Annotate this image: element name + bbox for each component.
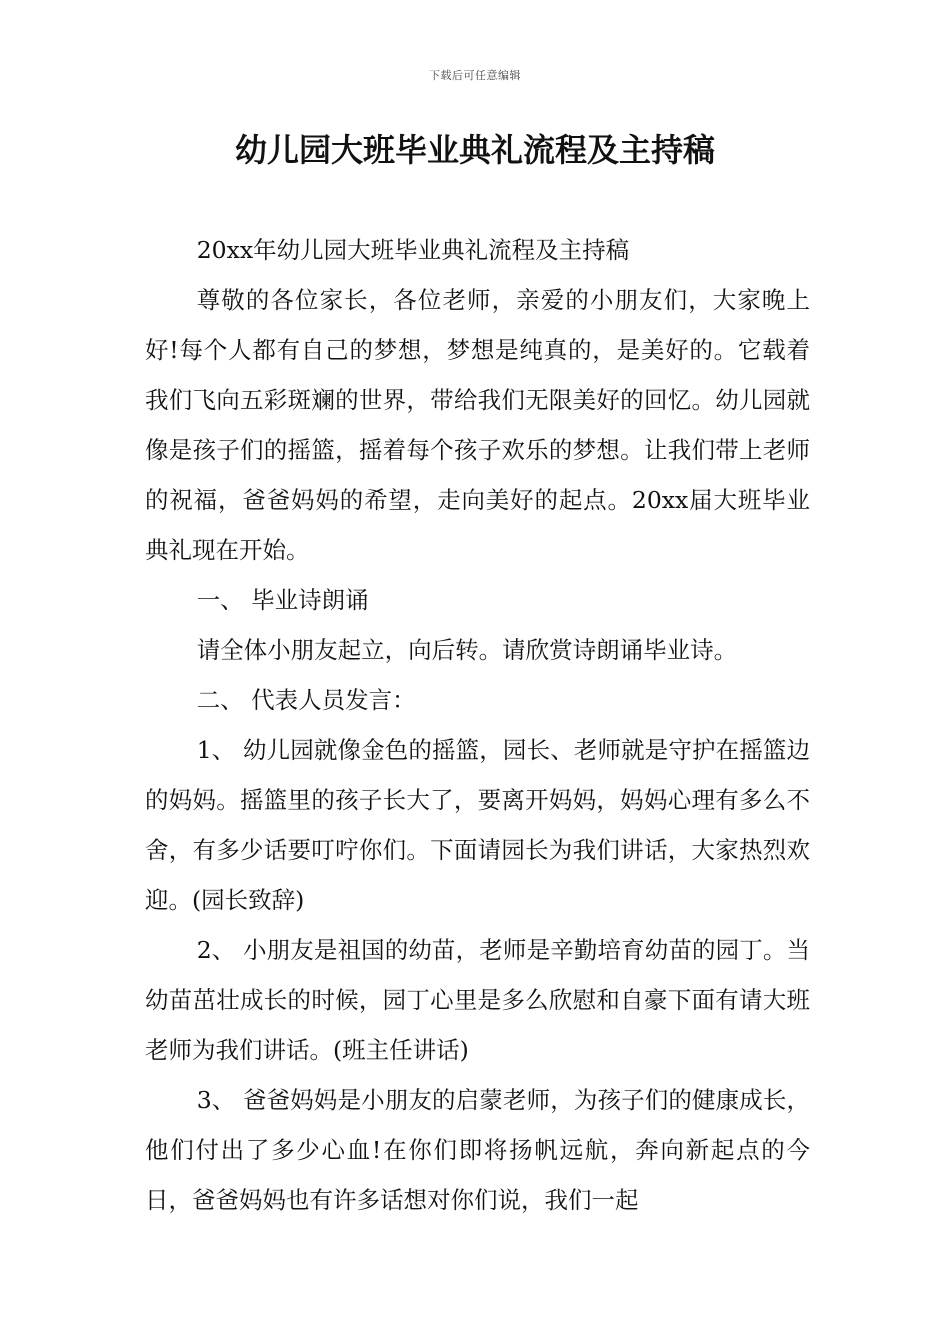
header-note: 下载后可任意编辑 <box>429 69 521 82</box>
document-body <box>145 225 810 1225</box>
section-heading-2: 二、 代表人员发言： <box>196 686 416 714</box>
paragraph-item-2: 2、 小朋友是祖国的幼苗，老师是辛勤培育幼苗的园丁。当幼苗茁壮成长的时候，园丁心里是多么欣慰和自豪下面有请大班老师为我们讲话。(班主任讲话) <box>145 936 810 1064</box>
paragraph-poem-intro: 请全体小朋友起立，向后转。请欣赏诗朗诵毕业诗。 <box>196 636 738 664</box>
document-title: 幼儿园大班毕业典礼流程及主持稿 <box>234 131 715 169</box>
section-heading-1: 一、 毕业诗朗诵 <box>196 586 369 614</box>
paragraph-subtitle: 20xx年幼儿园大班毕业典礼流程及主持稿 <box>196 236 630 264</box>
paragraph-opening: 尊敬的各位家长，各位老师，亲爱的小朋友们，大家晚上好!每个人都有自己的梦想，梦想是纯真的，是美好的。它载着我们飞向五彩斑斓的世界，带给我们无限美好的回忆。幼儿园就像是孩子们的摇篮，摇着每个孩子欢乐的梦想。让我们带上老师的祝福，爸爸妈妈的希望，走向美好的起点。20xx届大班毕业典礼现在开始。 <box>145 286 810 564</box>
paragraph-item-3: 3、 爸爸妈妈是小朋友的启蒙老师，为孩子们的健康成长，他们付出了多少心血!在你们即将扬帆远航，奔向新起点的今日，爸爸妈妈也有许多话想对你们说，我们一起 <box>145 1086 810 1214</box>
paragraph-item-1: 1、 幼儿园就像金色的摇篮，园长、老师就是守护在摇篮边的妈妈。摇篮里的孩子长大了，要离开妈妈，妈妈心理有多么不舍，有多少话要叮咛你们。下面请园长为我们讲话，大家热烈欢迎。(园长致辞) <box>145 736 810 914</box>
